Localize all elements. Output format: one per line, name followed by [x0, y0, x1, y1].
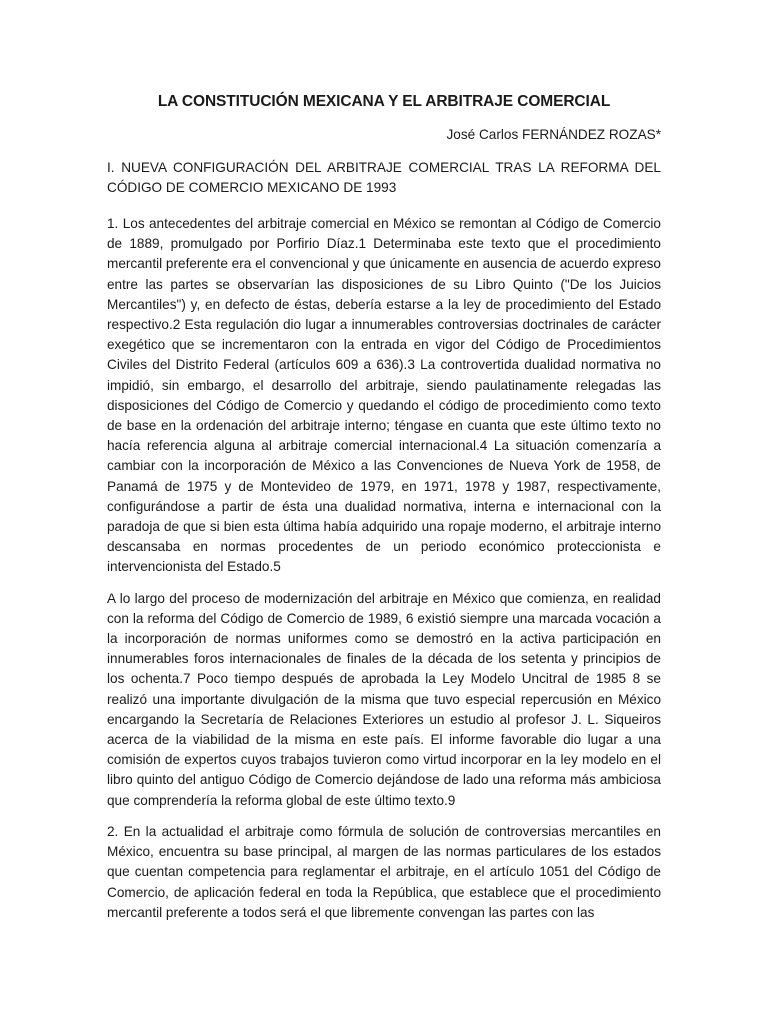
section-heading: I. NUEVA CONFIGURACIÓN DEL ARBITRAJE COMERCIAL TRAS LA REFORMA DEL CÓDIGO DE COMERCIO MEXICANO DE 1993 [107, 160, 661, 195]
paragraph-3: 2. En la actualidad el arbitraje como fórmula de solución de controversias mercantiles en México, encuentra su base principal, al margen de las normas particulares de los estados que cuentan competencia para reglamentar el arbitraje, en el artículo 1051 del Código de Comercio, de aplicación federal en toda la República, que establece que el procedimiento mercantil preferente a todos será el que libremente convengan las partes con las [107, 823, 661, 920]
document-body [107, 92, 661, 923]
document-author: José Carlos FERNÁNDEZ ROZAS* [446, 127, 661, 142]
paragraph-2: A lo largo del proceso de modernización del arbitraje en México que comienza, en realidad con la reforma del Código de Comercio de 1989, 6 existió siempre una marcada vocación a la incorporación de normas uniformes como se demostró en la activa participación en innumerables foros internacionales de finales de la década de los setenta y principios de los ochenta.7 Poco tiempo después de aprobada la Ley Modelo Uncitral de 1985 8 se realizó una importante divulgación de la misma que tuvo especial repercusión en México encargando la Secretaría de Relaciones Exteriores un estudio al profesor J. L. Siqueiros acerca de la viabilidad de la misma en este país. El informe favorable dio lugar a una comisión de expertos cuyos trabajos tuvieron como virtud incorporar en la ley modelo en el libro quinto del antiguo Código de Comercio dejándose de lado una reforma más ambiciosa que comprendería la reforma global de este último texto.9 [107, 590, 661, 808]
document-title: LA CONSTITUCIÓN MEXICANA Y EL ARBITRAJE COMERCIAL [157, 93, 611, 110]
paragraph-1: 1. Los antecedentes del arbitraje comercial en México se remontan al Código de Comercio de 1889, promulgado por Porfirio Díaz.1 Determinaba este texto que el procedimiento mercantil preferente era el convencional y que únicamente en ausencia de acuerdo expreso entre las partes se observarían las disposiciones de su Libro Quinto ("De los Juicios Mercantiles") y, en defecto de éstas, debería estarse a la ley de procedimiento del Estado respectivo.2 Esta regulación dio lugar a innumerables controversias doctrinales de carácter exegético que se incrementaron con la entrada en vigor del Código de Procedimientos Civiles del Distrito Federal (artículos 609 a 636).3 La controvertida dualidad normativa no impidió, sin embargo, el desarrollo del arbitraje, siendo paulatinamente relegadas las disposiciones del Código de Comercio y quedando el código de procedimiento como texto de base en la ordenación del arbitraje interno; téngase en cuanta que este último texto no hacía referencia alguna al arbitraje comercial internacional.4 La situación comenzaría a cambiar con la incorporación de México a las Convenciones de Nueva York de 1958, de Panamá de 1975 y de Montevideo de 1979, en 1971, 1978 y 1987, respectivamente, configurándose a partir de ésta una dualidad normativa, interna e internacional con la paradoja de que si bien esta última había adquirido una ropaje moderno, el arbitraje interno descansaba en normas procedentes de un periodo económico proteccionista e intervencionista del Estado.5 [107, 216, 661, 575]
